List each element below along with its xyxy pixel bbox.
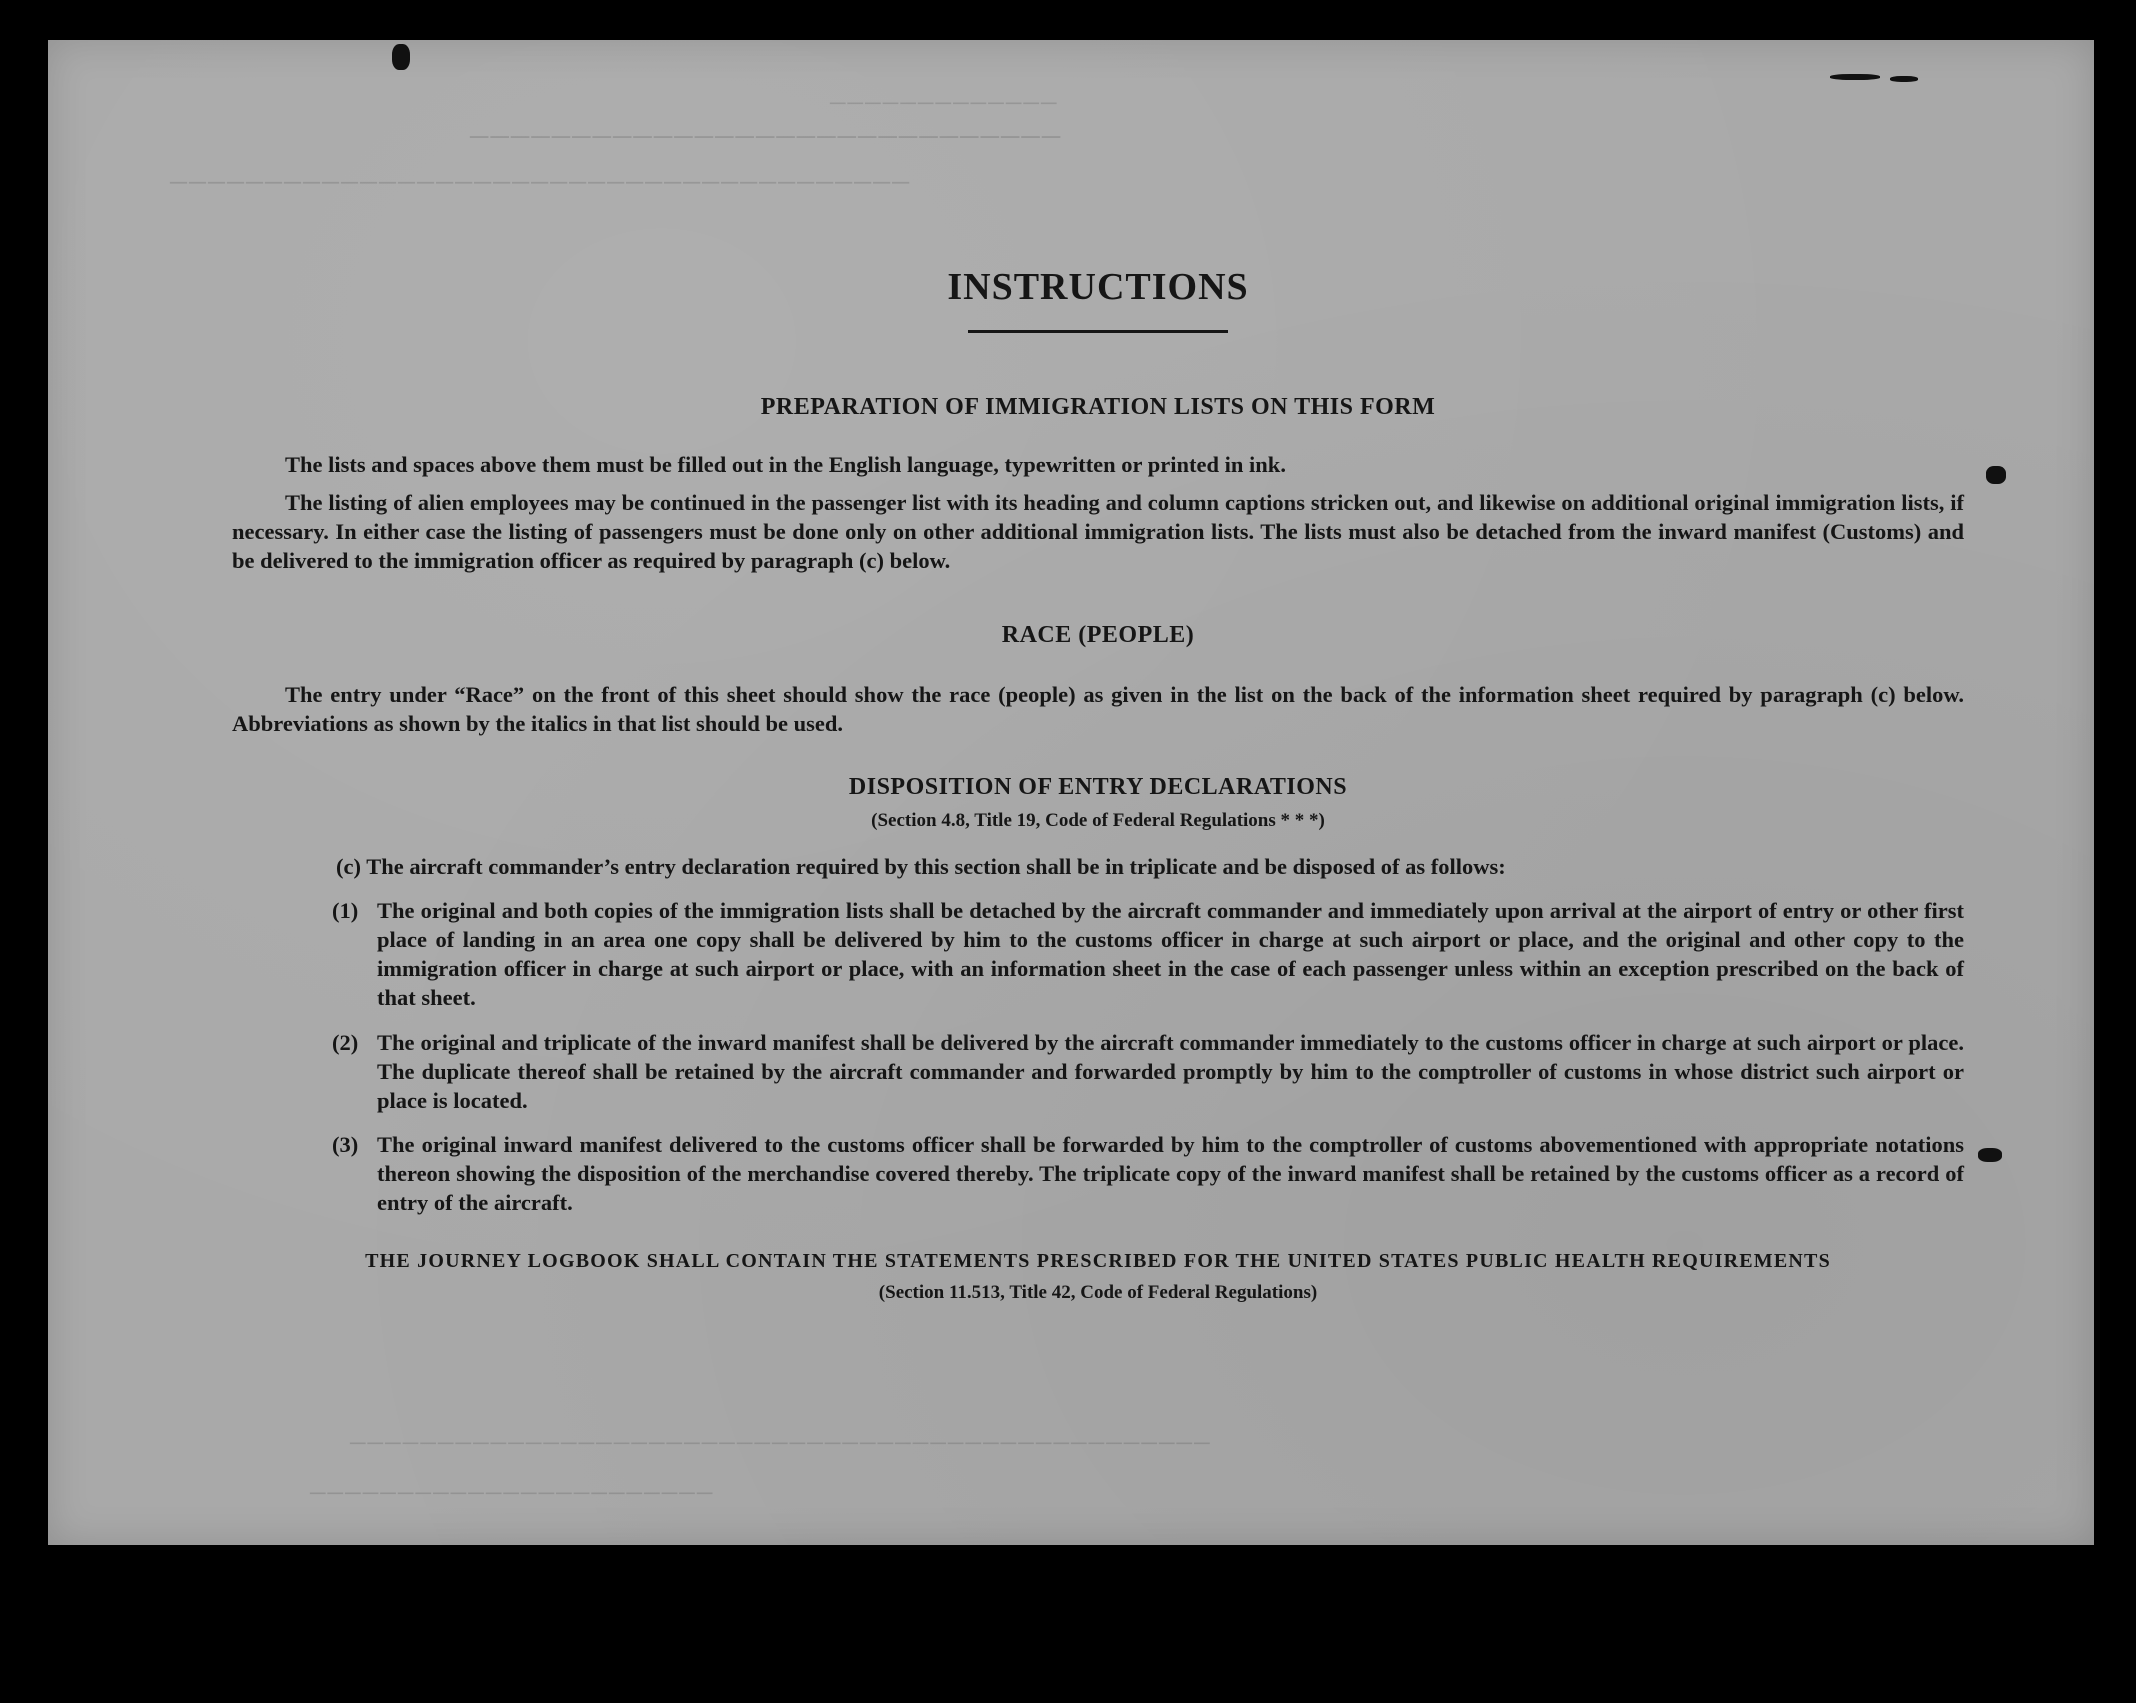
race-paragraph: The entry under “Race” on the front of this sheet should show the race (people) as given in the list on the back of the information sheet required by paragraph (c) below. Abbreviations as shown by the italics in that list should be used. <box>232 682 1964 736</box>
title-underline <box>968 330 1228 333</box>
item-number: (2) <box>332 1030 359 1055</box>
footer-requirement: THE JOURNEY LOGBOOK SHALL CONTAIN THE STATEMENTS PRESCRIBED FOR THE UNITED STATES PUBLIC HEALTH REQUIREMENTS <box>365 1250 1831 1272</box>
bleed-through-texture: ───────────────────────────────────────────────── <box>348 1430 1210 1455</box>
heading-disposition: DISPOSITION OF ENTRY DECLARATIONS <box>848 774 1348 800</box>
preparation-paragraph-2: The listing of alien employees may be continued in the passenger list with its heading and column captions stricken out, and likewise on additional original immigration lists, if necessary. In either case the listing of passengers must be done only on other additional immigration lists. The lists must also be detached from the inward manifest (Customs) and be delivered to the immigration officer as required by paragraph (c) below. <box>232 490 1964 573</box>
item-text: The original inward manifest delivered to the customs officer shall be forwarded by him to the comptroller of customs abovementioned with appropriate notations thereon showing the disposition of the merchandise covered thereby. The triplicate copy of the inward manifest shall be retained by the customs officer as a record of entry of the aircraft. <box>377 1132 1964 1215</box>
ink-blemish <box>392 44 410 70</box>
disposition-intro: (c) The aircraft commander’s entry declaration required by this section shall be in triplicate and be disposed of as follows: <box>336 854 1506 879</box>
bleed-through-texture: ───────────────────────────── <box>468 122 1061 151</box>
bleed-through-texture: ─────────────────────── <box>308 1480 713 1505</box>
item-number: (3) <box>332 1132 359 1157</box>
disposition-citation: (Section 4.8, Title 19, Code of Federal Regulations * * *) <box>871 810 1325 831</box>
bleed-through-texture: ─────────────────────────────────────── <box>168 170 910 196</box>
item-number: (1) <box>332 898 359 923</box>
disposition-item-2 <box>332 1028 1964 1115</box>
document-page <box>48 40 2094 1545</box>
item-text: The original and triplicate of the inward manifest shall be delivered by the aircraft commander immediately to the customs officer in charge at such airport or place. The duplicate thereof shall be retained by the aircraft commander and forwarded promptly by him to the comptroller of customs in whose district such airport or place is located. <box>377 1030 1964 1113</box>
disposition-item-3 <box>332 1130 1964 1217</box>
disposition-item-1 <box>332 896 1964 1012</box>
ink-blemish <box>1986 466 2006 484</box>
heading-race: RACE (PEOPLE) <box>1001 622 1195 648</box>
item-text: The original and both copies of the immigration lists shall be detached by the aircraft commander and immediately upon arrival at the airport of entry or other first place of landing in an area one copy shall be delivered by him to the customs officer in charge at such airport or place, and the original and other copy to the immigration officer in charge at such airport or place, with an information sheet in the case of each passenger unless within an exception prescribed on the back of that sheet. <box>377 898 1964 1010</box>
ink-blemish <box>1978 1148 2002 1162</box>
preparation-paragraph-1: The lists and spaces above them must be filled out in the English language, typewritten or printed in ink. <box>285 452 1286 477</box>
ink-blemish <box>1890 76 1918 82</box>
ink-blemish <box>1830 74 1880 80</box>
heading-preparation: PREPARATION OF IMMIGRATION LISTS ON THIS FORM <box>760 394 1436 420</box>
page-title: INSTRUCTIONS <box>947 266 1249 308</box>
bleed-through-texture: ───────────── <box>828 90 1057 115</box>
footer-citation: (Section 11.513, Title 42, Code of Federal Regulations) <box>878 1282 1318 1303</box>
